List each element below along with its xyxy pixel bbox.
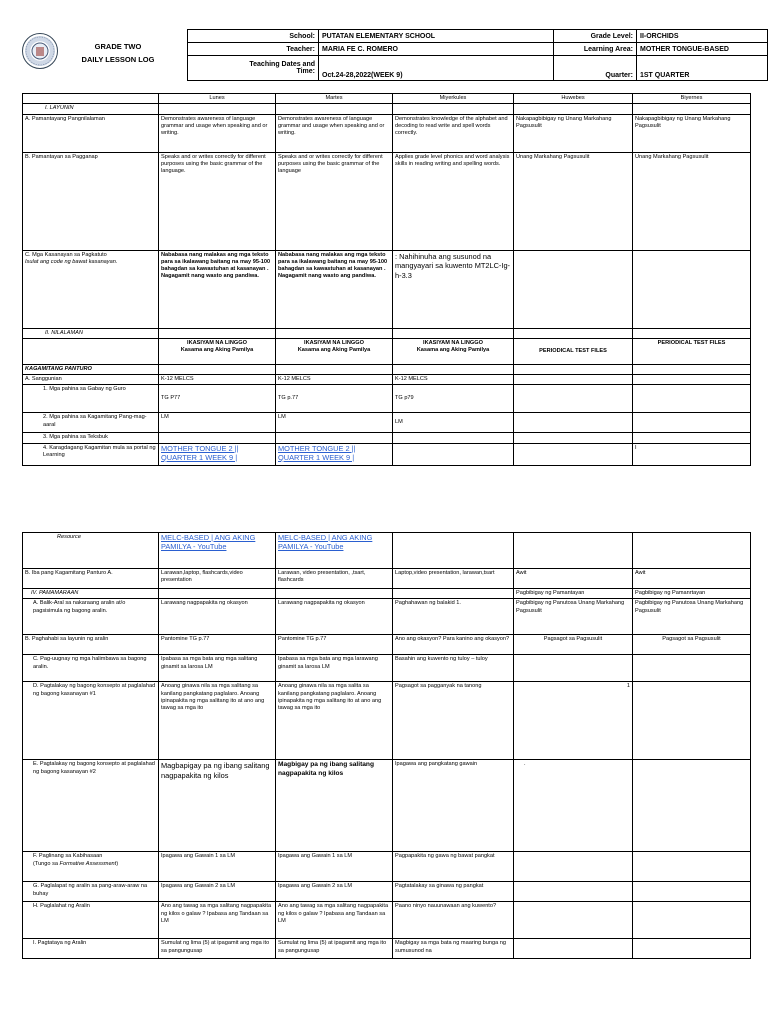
cell-b-miyerkules: Applies grade level phonics and word analysis skills in reading writing and spelling words.: [393, 152, 514, 250]
paglinang-miyerkules: Pagpapakita ng gawa ng bawat pangkat: [393, 852, 514, 882]
paglinang-lunes: Ipagawa ang Gawain 1 sa LM: [159, 852, 276, 882]
section-pamamaraan: IV. PAMAMARAAN: [23, 589, 159, 599]
lm-martes: LM: [276, 413, 393, 433]
paglalapat-lunes: Ipagawa ang Gawain 2 sa LM: [159, 882, 276, 902]
row-label-pamantayan-sa-pagganap: B. Pamantayan sa Pagganap: [23, 152, 159, 250]
mt-link-martes[interactable]: MOTHER TONGUE 2 || QUARTER 1 WEEK 9 |: [276, 443, 393, 465]
deped-seal-logo: [22, 33, 58, 69]
paghahabi-martes: Pantomine TG p.77: [276, 635, 393, 655]
balik-aral-lunes: Larawang nagpapakita ng okasyon: [159, 599, 276, 635]
learning-area-value: MOTHER TONGUE-BASED: [637, 43, 768, 56]
cell-a-martes: Demonstrates awareness of language grammar and usage when speaking and or writing.: [276, 114, 393, 152]
melc-link-martes[interactable]: MELC-BASED | ANG AKING PAMILYA - YouTube: [276, 533, 393, 569]
row-label-paghahabi: B. Paghahabi sa layunin ng aralin: [23, 635, 159, 655]
day-header-lunes: Lunes: [159, 94, 276, 104]
row-label-teksbuk: 3. Mga pahina sa Teksbuk: [23, 433, 159, 443]
day-header-martes: Martes: [276, 94, 393, 104]
pagtataya-martes: Sumulat ng lima (5) at ipagamit ang mga ito sa pangungusap: [276, 939, 393, 959]
nilalaman-lunes: IKASIYAM NA LINGGO Kasama ang Aking Pamilya: [159, 338, 276, 364]
cell-c-lunes: Nababasa nang malakas ang mga teksto para sa ikalawang baitang na may 95-100 bahagdan sa kawastuhan at kasanayan . Nagagamit nang wasto ang pandiwa.: [159, 250, 276, 328]
nilalaman-martes: IKASIYAM NA LINGGO Kasama ang Aking Pamilya: [276, 338, 393, 364]
paglalapat-martes: Ipagawa ang Gawain 2 sa LM: [276, 882, 393, 902]
paghahabi-miyerkules: Ano ang okasyon? Para kanino ang okasyon?: [393, 635, 514, 655]
pagtalakay2-huwebes: .: [514, 760, 633, 852]
paghahabi-biyernes: Pagsagot sa Pagsusulit: [633, 635, 751, 655]
cell-a-miyerkules: Demonstrates knowledge of the alphabet and decoding to read write and spell words correctly.: [393, 114, 514, 152]
paghahabi-lunes: Pantomine TG p.77: [159, 635, 276, 655]
row-label-gabay-ng-guro: 1. Mga pahina sa Gabay ng Guro: [23, 385, 159, 413]
header-info-table: [187, 29, 768, 81]
iba-biyernes: Awit: [633, 569, 751, 589]
dates-label: Teaching Dates and Time:: [188, 56, 319, 81]
teacher-label: Teacher:: [188, 43, 319, 56]
row-label-pag-uugnay: C. Pag-uugnay ng mga halimbawa sa bagong aralin.: [23, 655, 159, 682]
teacher-value: MARIA FE C. ROMERO: [319, 43, 554, 56]
learning-area-label: Learning Area:: [554, 43, 637, 56]
grade-title: GRADE TWO: [94, 42, 142, 51]
row-label-paglalapat: G. Paglalapat ng aralin sa pang-araw-araw na buhay: [23, 882, 159, 902]
cell-b-huwebes: Unang Markahang Pagsusulit: [514, 152, 633, 250]
grade-level-label: Grade Level:: [554, 30, 637, 43]
row-label-pagtalakay-1: D. Pagtalakay ng bagong konsepto at paglalahad ng bagong kasanayan #1: [23, 682, 159, 760]
row-label-paglalahat: H. Paglalahat ng Aralin: [23, 902, 159, 939]
section-nilalaman: II. NILALAMAN: [23, 328, 159, 338]
tg-martes: TG p.77: [276, 385, 393, 413]
iba-lunes: Larawan,laptop, flashcards,video presentation: [159, 569, 276, 589]
paglalahat-martes: Ano ang tawag sa mga salitang nagpapakita ng kilos o galaw ? Ipabasa ang Tandaan sa LM: [276, 902, 393, 939]
kasanayan-note: Isulat ang code ng bawat kasanayan.: [25, 258, 118, 265]
quarter-label: Quarter:: [554, 56, 637, 81]
iba-huwebes: Awit: [514, 569, 633, 589]
melcs-miyerkules: K-12 MELCS: [393, 375, 514, 385]
balik-aral-huwebes: Pagbibigay ng Panutosa Unang Markahang Pagsusulit: [514, 599, 633, 635]
balik-aral-martes: Larawang nagpapakita ng okasyon: [276, 599, 393, 635]
pamantayan-huwebes: Pagbibigay ng Pamantayan: [514, 589, 633, 599]
row-label-pagtalakay-2: E. Pagtalakay ng bagong konsepto at paglalahad ng bagong kasanayan #2: [23, 760, 159, 852]
pagtalakay1-miyerkules: Pagsagot sa pagganyak na tanong: [393, 682, 514, 760]
row-label-kasanayan: C. Mga Kasanayan sa Pagkatuto Isulat ang code ng bawat kasanayan.: [23, 250, 159, 328]
balik-aral-biyernes: Pagbibigay ng Panutosa Unang Markahang Pagsusulit: [633, 599, 751, 635]
nilalaman-miyerkules: IKASIYAM NA LINGGO Kasama ang Aking Pamilya: [393, 338, 514, 364]
nilalaman-huwebes: PERIODICAL TEST FILES: [514, 338, 633, 364]
lm-miyerkules: LM: [393, 413, 514, 433]
lm-lunes: LM: [159, 413, 276, 433]
cell-c-martes: Nababasa nang malakas ang mga teksto para sa ikalawang baitang na may 95-100 bahagdan sa kawastuhan at kasanayan . Nagagamit nang wasto ang pandiwa.: [276, 250, 393, 328]
cell-b-martes: Speaks and or writes correctly for different purposes using the basic grammar of the language: [276, 152, 393, 250]
pagtataya-lunes: Sumulat ng lima (5) at ipagamit ang mga ito sa pangungusap: [159, 939, 276, 959]
pamantayan-biyernes: Pagbibigay ng Pamanrtayan: [633, 589, 751, 599]
row-label-pamantayang-pangnilalaman: A. Pamantayang Pangnilalaman: [23, 114, 159, 152]
row-label-karagdagang-kagamitan: 4. Karagdagang Kagamitan mula sa portal ng Learning: [23, 443, 159, 465]
row-label-sanggunian: A. Sanggunian: [23, 375, 159, 385]
paglalapat-miyerkules: Pagtatalakay sa ginawa ng pangkat: [393, 882, 514, 902]
tg-miyerkules: TG p79: [393, 385, 514, 413]
school-label: School:: [188, 30, 319, 43]
balik-aral-miyerkules: Paghahawan ng balakid 1.: [393, 599, 514, 635]
paghahabi-huwebes: Pagsagot sa Pagsusulit: [514, 635, 633, 655]
section-kagamitang-panturo: KAGAMITANG PANTURO: [23, 364, 159, 374]
cell-a-lunes: Demonstrates awareness of language grammar and usage when speaking and or writing.: [159, 114, 276, 152]
cell-b-biyernes: Unang Markahang Pagsusulit: [633, 152, 751, 250]
paglalahat-lunes: Ano ang tawag sa mga salitang nagpapakita ng kilos o galaw ? Ipabasa ang Tandaan sa LM: [159, 902, 276, 939]
log-title: DAILY LESSON LOG: [81, 55, 155, 64]
row-label-paglinang: F. Paglinang sa Kabihasaan (Tungo sa Formative Assessment): [23, 852, 159, 882]
day-header-huwebes: Huwebes: [514, 94, 633, 104]
lesson-table-part-2: [22, 532, 751, 959]
pagtataya-miyerkules: Magbigay sa mga bata ng maaring bunga ng sumusunod na: [393, 939, 514, 959]
day-header-biyernes: Biyernes: [633, 94, 751, 104]
row-label-resource: Resource: [23, 533, 159, 569]
tg-lunes: TG P77: [159, 385, 276, 413]
cell-b-lunes: Speaks and or writes correctly for different purposes using the basic grammar of the language.: [159, 152, 276, 250]
pag-uugnay-lunes: Ipabasa sa mga bata ang mga salitang ginamit sa larosa LM: [159, 655, 276, 682]
grade-level-value: II-ORCHIDS: [637, 30, 768, 43]
lesson-table-part-1: [22, 93, 751, 466]
section-layunin: I. LAYUNIN: [23, 104, 159, 114]
quarter-value: 1ST QUARTER: [637, 56, 768, 81]
bar-mark: I: [633, 443, 751, 465]
nilalaman-biyernes: PERIODICAL TEST FILES: [633, 338, 751, 364]
melcs-lunes: K-12 MELCS: [159, 375, 276, 385]
row-label-kagamitang-pang-mag-aaral: 2. Mga pahina sa Kagamitang Pang-mag-aaral: [23, 413, 159, 433]
day-header-miyerkules: Miyerkules: [393, 94, 514, 104]
pagtalakay2-martes: Magbigay pa ng ibang salitang nagpapakita ng kilos: [276, 760, 393, 852]
row-label-iba-pang-kagamitan: B. Iba pang Kagamitang Panturo A.: [23, 569, 159, 589]
pagtalakay1-huwebes-mark: 1: [514, 682, 633, 760]
row-label-balik-aral: A. Balik-Aral sa nakaraang aralin at/o pagsisimula ng bagong aralin.: [23, 599, 159, 635]
iba-martes: Larawan, video presentation, ,tsart, flashcards: [276, 569, 393, 589]
cell-a-huwebes: Nakapagbibigay ng Unang Markahang Pagsusulit: [514, 114, 633, 152]
melc-link-lunes[interactable]: MELC-BASED | ANG AKING PAMILYA - YouTube: [159, 533, 276, 569]
pagtalakay1-martes: Anoang ginawa nila sa mga salita sa kanilang pangkatang paglalaro. Anoang ipinapakita ng mga salitang ito at ano ang tawag sa mga ito: [276, 682, 393, 760]
pagtalakay1-lunes: Anoang ginawa nila sa mga salitang sa kanilang pangkatang paglalaro. Anoang ipinapakita ng mga salitang ito at ano ang tawag sa mga ito: [159, 682, 276, 760]
row-label-pagtataya: I. Pagtataya ng Aralin: [23, 939, 159, 959]
pagtalakay2-miyerkules: Ipagawa ang pangkatang gawain: [393, 760, 514, 852]
iba-miyerkules: Laptop,video presentation, larawan,tsart: [393, 569, 514, 589]
pag-uugnay-martes: Ipabasa sa mga bata ang mga larawang ginamit sa larosa LM: [276, 655, 393, 682]
mt-link-lunes[interactable]: MOTHER TONGUE 2 || QUARTER 1 WEEK 9 |: [159, 443, 276, 465]
school-value: PUTATAN ELEMENTARY SCHOOL: [319, 30, 554, 43]
pag-uugnay-miyerkules: Basahin ang kuwento ng tuloy – tuloy: [393, 655, 514, 682]
dates-value: Oct.24-28,2022(WEEK 9): [319, 56, 554, 81]
pagtalakay2-lunes: Magbapigay pa ng ibang salitang nagpapakita ng kilos: [159, 760, 276, 852]
paglinang-martes: Ipagawa ang Gawain 1 sa LM: [276, 852, 393, 882]
cell-c-miyerkules: : Nahihinuha ang susunod na mangyayari sa kuwento MT2LC-Ig-h-3.3: [393, 250, 514, 328]
paglalahat-miyerkules: Paano ninyo nauunawaan ang kuwento?: [393, 902, 514, 939]
melcs-martes: K-12 MELCS: [276, 375, 393, 385]
cell-a-biyernes: Nakapagbibigay ng Unang Markahang Pagsusulit: [633, 114, 751, 152]
